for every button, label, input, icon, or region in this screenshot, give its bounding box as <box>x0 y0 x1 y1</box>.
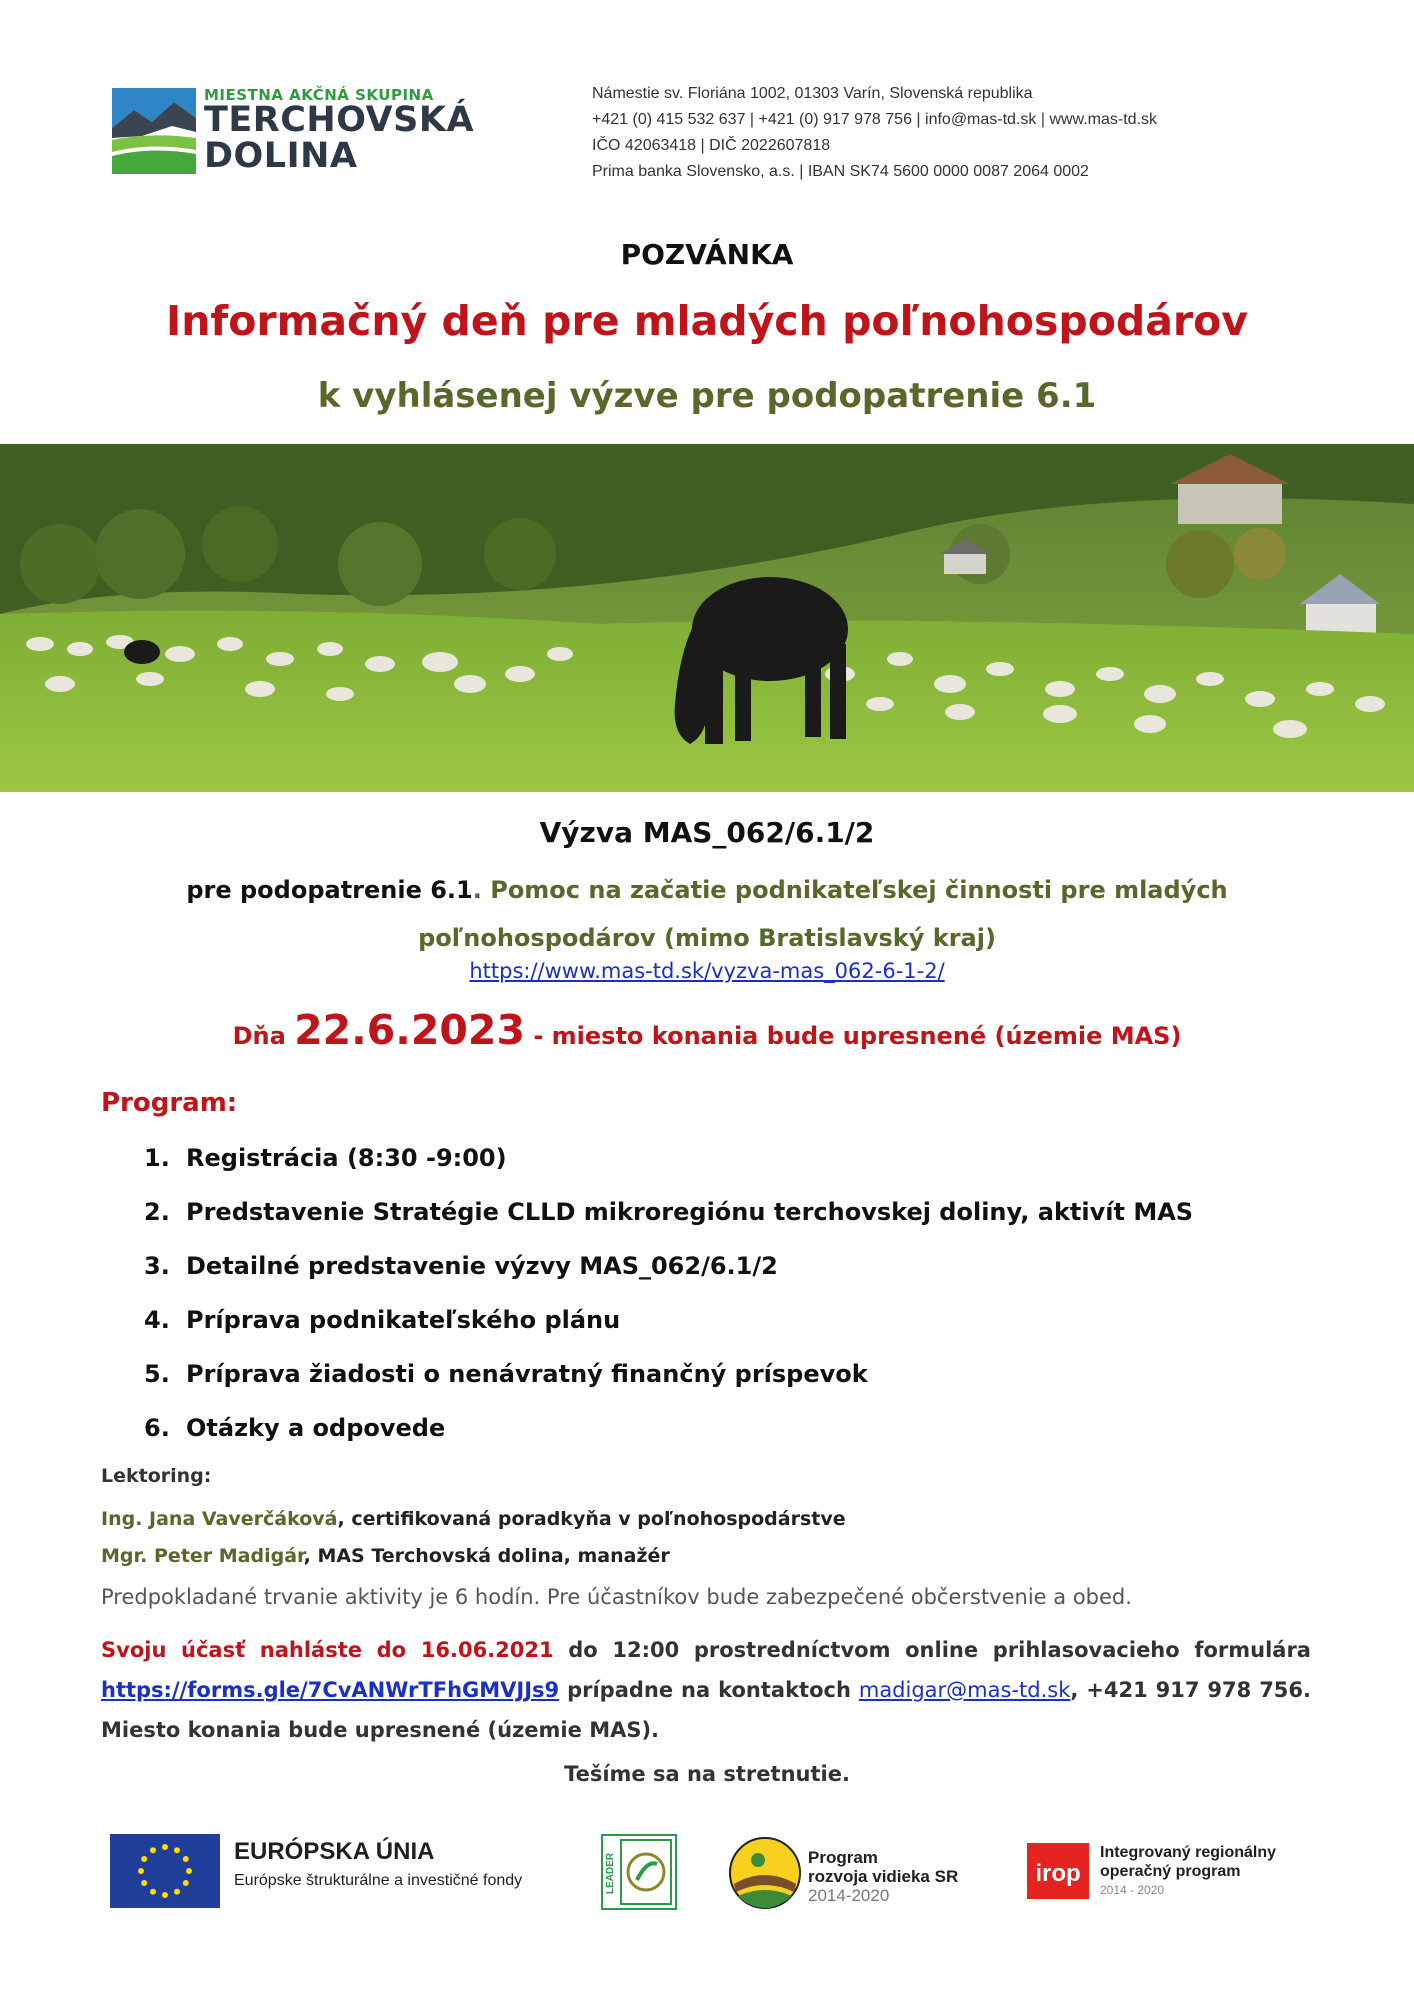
program-item <box>144 1139 1193 1193</box>
registration-form-link[interactable]: https://forms.gle/7CvANWrTFhGMVJJs9 <box>101 1678 560 1702</box>
eu-title: EURÓPSKA ÚNIA <box>234 1838 435 1865</box>
program-item-number: 2. <box>144 1198 170 1226</box>
lecturer-name: Ing. Jana Vaverčáková <box>101 1508 338 1530</box>
registration-text: prípadne na kontaktoch <box>559 1678 859 1702</box>
lecturer-row <box>101 1508 846 1530</box>
logo-name-line2: DOLINA <box>204 136 358 176</box>
contact-email-link[interactable]: madigar@mas-td.sk <box>858 1678 1071 1702</box>
eu-star-icon <box>141 1856 147 1862</box>
program-item-number: 4. <box>144 1306 170 1334</box>
duration-note: Predpokladané trvanie aktivity je 6 hodín. Pre účastníkov bude zabezpečené občerstvenie a obed. <box>101 1585 1132 1609</box>
pasture-photo <box>0 444 1414 792</box>
eu-star-icon <box>174 1889 180 1895</box>
program-item-number: 5. <box>144 1360 170 1388</box>
program-item-text: Otázky a odpovede <box>186 1414 446 1442</box>
prv-line1: Program <box>808 1848 878 1867</box>
eu-star-icon <box>162 1844 168 1850</box>
lecturers-heading: Lektoring: <box>101 1465 212 1487</box>
eu-stars-icon <box>110 1834 220 1908</box>
invitation-subtitle: k vyhlásenej výzve pre podopatrenie 6.1 <box>317 376 1097 416</box>
measure-title-part2: poľnohospodárov (mimo Bratislavský kraj) <box>418 924 996 952</box>
prv-years: 2014-2020 <box>808 1886 890 1905</box>
program-item-text: Predstavenie Stratégie CLLD mikroregiónu terchovskej doliny, aktivít MAS <box>186 1198 1194 1226</box>
contact-block <box>592 81 1157 185</box>
registration-text: , +421 917 978 756. Miesto konania bude upresnené (územie MAS). <box>101 1678 1312 1742</box>
registration-deadline: Svoju účasť nahláste do 16.06.2021 <box>101 1638 554 1662</box>
measure-description <box>0 866 1414 962</box>
program-item <box>144 1355 1193 1409</box>
logo-tagline: MIESTNA AKČNÁ SKUPINA <box>204 86 434 104</box>
prv-line2: rozvoja vidieka SR <box>808 1867 959 1886</box>
contact-ico: IČO 42063418 | DIČ 2022607818 <box>592 137 831 154</box>
call-name: Výzva MAS_062/6.1/2 <box>539 816 875 849</box>
program-item <box>144 1301 1193 1355</box>
program-item-text: Príprava podnikateľského plánu <box>186 1306 621 1334</box>
program-item-text: Príprava žiadosti o nenávratný finančný príspevok <box>186 1360 868 1388</box>
lecturer-role: , certifikovaná poradkyňa v poľnohospodárstve <box>337 1508 846 1530</box>
eu-star-icon <box>150 1847 156 1853</box>
contact-address: Námestie sv. Floriána 1002, 01303 Varín, Slovenská republika <box>592 85 1033 102</box>
event-date: 22.6.2023 <box>294 1006 525 1054</box>
leader-icon <box>601 1834 677 1910</box>
program-list <box>144 1139 1193 1463</box>
eu-subtitle: Európske štrukturálne a investičné fondy <box>234 1872 523 1889</box>
rural-development-icon <box>728 1836 802 1910</box>
irop-logo <box>1027 1843 1089 1899</box>
program-heading: Program: <box>101 1088 238 1118</box>
program-item-number: 1. <box>144 1144 170 1172</box>
invitation-title: Informačný deň pre mladých poľnohospodárov <box>165 297 1249 345</box>
invitation-label: POZVÁNKA <box>620 238 794 271</box>
eu-star-icon <box>138 1868 144 1874</box>
eu-star-icon <box>141 1880 147 1886</box>
eu-star-icon <box>183 1856 189 1862</box>
program-item-number: 3. <box>144 1252 170 1280</box>
irop-years: 2014 - 2020 <box>1100 1883 1165 1897</box>
program-item-text: Detailné predstavenie výzvy MAS_062/6.1/2 <box>186 1252 778 1280</box>
irop-text <box>1100 1843 1276 1900</box>
eu-star-icon <box>186 1868 192 1874</box>
leader-logo <box>601 1834 677 1910</box>
prv-logo <box>728 1836 802 1910</box>
program-item-number: 6. <box>144 1414 170 1442</box>
eu-star-icon <box>150 1889 156 1895</box>
irop-icon <box>1027 1843 1089 1899</box>
registration-text: do 12:00 prostredníctvom online prihlasovacieho formulára <box>553 1638 1311 1662</box>
contact-phones: +421 (0) 415 532 637 | +421 (0) 917 978 756 | info@mas-td.sk | www.mas-td.sk <box>592 111 1158 128</box>
program-item <box>144 1193 1193 1247</box>
mas-logo <box>112 86 512 178</box>
event-date-line <box>0 1006 1414 1054</box>
logo-name-line1: TERCHOVSKÁ <box>204 100 475 140</box>
date-suffix: - miesto konania bude upresnené (územie MAS) <box>524 1022 1182 1050</box>
program-item-text: Registrácia (8:30 -9:00) <box>186 1144 507 1172</box>
closing-line: Tešíme sa na stretnutie. <box>564 1762 850 1786</box>
irop-logo-text: irop <box>1035 1860 1081 1887</box>
prv-text <box>808 1848 958 1905</box>
measure-title-part1: . Pomoc na začatie podnikateľskej činnosti pre mladých <box>472 876 1228 904</box>
irop-line1: Integrovaný regionálny <box>1100 1844 1277 1861</box>
eu-flag-logo <box>110 1834 220 1908</box>
registration-paragraph <box>101 1630 1311 1750</box>
contact-bank: Prima banka Slovensko, a.s. | IBAN SK74 5600 0000 0087 2064 0002 <box>592 163 1089 180</box>
eu-star-icon <box>183 1880 189 1886</box>
mountain-logo-icon <box>112 88 196 174</box>
lecturer-name: Mgr. Peter Madigár <box>101 1545 304 1567</box>
date-prefix: Dňa <box>232 1022 295 1050</box>
call-url-link[interactable]: https://www.mas-td.sk/vyzva-mas_062-6-1-2/ <box>469 959 945 983</box>
eu-star-icon <box>162 1892 168 1898</box>
measure-prefix: pre podopatrenie 6.1 <box>186 876 473 904</box>
program-item <box>144 1409 1193 1463</box>
program-item <box>144 1247 1193 1301</box>
leader-label: LEADER <box>605 1852 616 1894</box>
lecturer-role: , MAS Terchovská dolina, manažér <box>303 1545 670 1567</box>
irop-line2: operačný program <box>1100 1863 1241 1880</box>
eu-star-icon <box>174 1847 180 1853</box>
lecturer-row <box>101 1545 670 1567</box>
